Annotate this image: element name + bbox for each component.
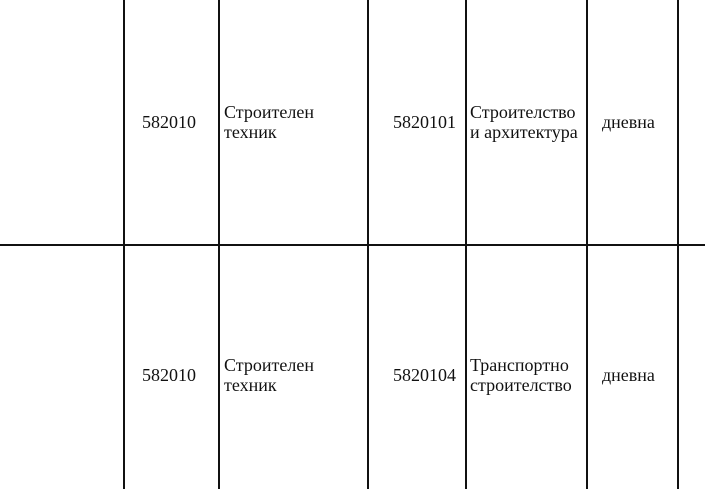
profession-name: Строителен техник bbox=[224, 102, 314, 142]
profession-code-cell bbox=[125, 246, 218, 504]
profession-name-cell bbox=[220, 0, 367, 244]
table-row bbox=[0, 0, 705, 244]
specialty-code: 5820104 bbox=[393, 365, 456, 385]
education-form-cell bbox=[588, 246, 677, 504]
profession-name: Строителен техник bbox=[224, 355, 314, 395]
education-form: дневна bbox=[602, 365, 655, 385]
specialty-name-cell bbox=[467, 246, 586, 504]
profession-code: 582010 bbox=[142, 365, 196, 385]
specialty-name-cell bbox=[467, 0, 586, 244]
specialty-name: Транспортно строителство bbox=[470, 355, 572, 395]
specialty-code: 5820101 bbox=[393, 112, 456, 132]
specialty-code-cell bbox=[369, 0, 465, 244]
profession-code-cell bbox=[125, 0, 218, 244]
profession-code: 582010 bbox=[142, 112, 196, 132]
table-row bbox=[0, 246, 705, 489]
education-form: дневна bbox=[602, 112, 655, 132]
specialty-code-cell bbox=[369, 246, 465, 504]
education-form-cell bbox=[588, 0, 677, 244]
specialty-name: Строителство и архитектура bbox=[470, 102, 578, 142]
profession-name-cell bbox=[220, 246, 367, 504]
